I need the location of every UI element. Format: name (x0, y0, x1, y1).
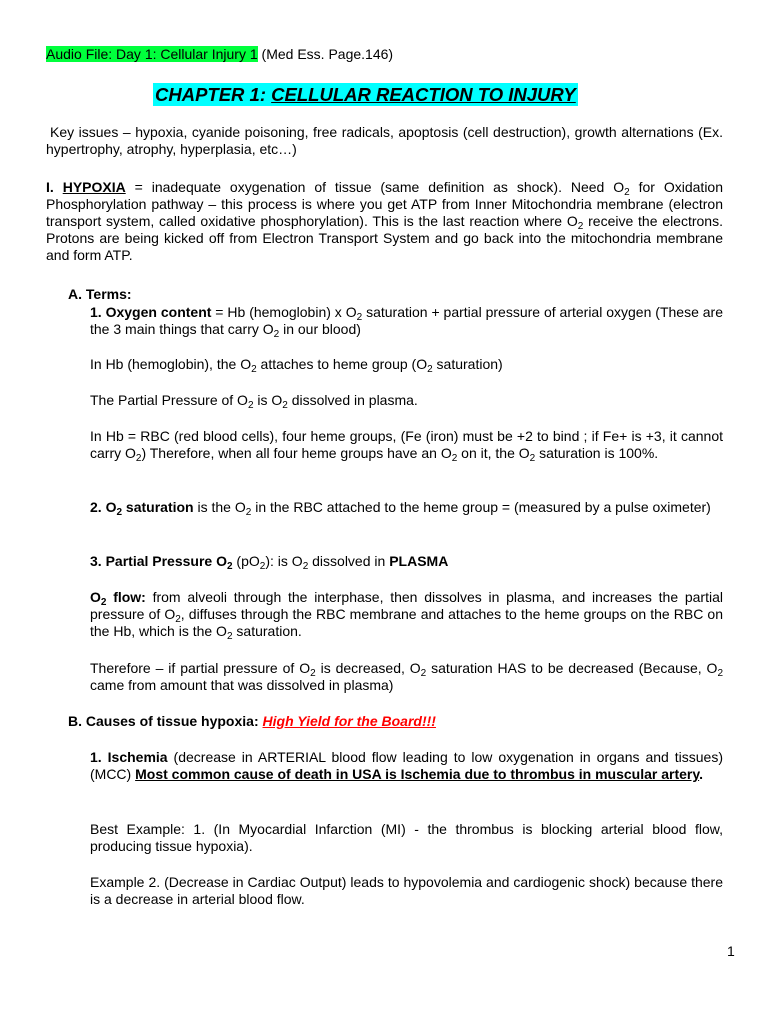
terms-heading: A. Terms: (68, 286, 132, 302)
section-numeral: I. (46, 179, 63, 195)
subscript: 2 (273, 329, 280, 340)
text-run: came from amount that was dissolved in plasma) (90, 677, 394, 693)
chapter-prefix: CHAPTER 1: (155, 84, 272, 105)
hypoxia-paragraph (46, 179, 723, 264)
text-run: in our blood) (279, 321, 361, 337)
text-run: saturation is 100%. (535, 445, 659, 461)
text-run: saturation (122, 499, 194, 515)
text-run: In Hb (hemoglobin), the O (90, 356, 252, 372)
subscript: 2 (247, 400, 254, 411)
text-run: in the RBC attached to the heme group = (measured by a pulse oximeter) (251, 499, 711, 515)
subscript: 2 (302, 561, 309, 572)
page-reference: (Med Ess. Page.146) (261, 46, 394, 62)
text-run: : (253, 713, 263, 729)
text-run: = Hb (hemoglobin) x O (211, 304, 357, 320)
text-run: dissolved in plasma. (287, 392, 418, 408)
subscript: 2 (175, 614, 181, 625)
text-run: = inadequate oxygenation of tissue (same definition as shock). Need O (125, 179, 625, 195)
item-number: 1. (90, 304, 106, 320)
text-run: ): is O (265, 553, 303, 569)
text-run: . (699, 766, 704, 782)
subscript: 2 (226, 631, 233, 642)
high-yield-note: High Yield for the Board!!! (262, 713, 436, 729)
item-number: 2. (90, 499, 106, 515)
causes-heading (68, 713, 723, 730)
subscript: 2 (420, 668, 427, 679)
o2-flow-paragraph (90, 589, 723, 640)
text-run: for Oxidation Phosphorylation pathway – this process is where you get ATP from Inner Mitochondria membrane (electron transport system, called oxidative phosphorylation). This is the last reaction where O (46, 179, 724, 229)
text-run: is decreased, O (315, 660, 421, 676)
o2-saturation-term (105, 499, 194, 518)
text-run: flow: (106, 589, 146, 605)
text-run: receive the electrons. Protons are being kicked off from Electron Transport System and go back into the mitochondria membrane and form ATP. (46, 213, 723, 263)
subscript: 2 (717, 668, 723, 679)
item-number: 3. (90, 553, 106, 569)
text-run: (decrease in ARTERIAL blood flow leading to low oxygenation in organs and tissues) (MCC) (90, 749, 723, 782)
best-example-paragraph: Best Example: 1. (In Myocardial Infarction (MI) - the thrombus is blocking arterial blood flow, producing tissue hypoxia). (90, 821, 723, 854)
chapter-title-text: CELLULAR REACTION TO INJURY (271, 84, 576, 105)
text-run: In Hb = RBC (red blood cells), four heme groups, (Fe (iron) must be +2 to bind ; if Fe+ is +3, it cannot carry O (90, 428, 723, 461)
most-common-cause-note: Most common cause of death in USA is Ischemia due to thrombus in muscular artery (135, 766, 700, 782)
text-run: The Partial Pressure of O (90, 392, 248, 408)
subscript: 2 (310, 668, 316, 679)
subscript: 2 (451, 453, 458, 464)
therefore-paragraph (90, 660, 723, 694)
oxygen-content-paragraph (90, 304, 723, 338)
subscript: 2 (427, 364, 433, 375)
rbc-paragraph (90, 428, 723, 462)
text-run: (pO (232, 553, 260, 569)
partial-pressure-o2-term (105, 553, 233, 572)
key-issues-paragraph: Key issues – hypoxia, cyanide poisoning, free radicals, apoptosis (cell destruction), growth alternations (Ex. hypertrophy, atrophy, hyperplasia, etc…) (46, 124, 723, 157)
text-run: attaches to heme group (O (256, 356, 428, 372)
o2-flow-term (90, 589, 146, 608)
text-run: O (90, 589, 101, 605)
page-number: 1 (727, 943, 735, 959)
subscript: 2 (577, 221, 584, 232)
subscript: 2 (356, 312, 363, 323)
text-run: O (105, 499, 117, 515)
subscript: 2 (259, 561, 266, 572)
causes-heading-text: B. Causes of tissue hypoxia (68, 713, 254, 729)
subscript: 2 (282, 400, 288, 411)
text-run: , diffuses through the RBC membrane and attaches to the heme groups on the RBC on the Hb, which is the O (90, 606, 723, 639)
text-run: on it, the O (457, 445, 530, 461)
ischemia-term: Ischemia (107, 749, 168, 765)
subscript: 2 (226, 561, 233, 572)
chapter-title (153, 83, 578, 106)
oxygen-content-term: Oxygen content (105, 304, 212, 320)
ischemia-paragraph (90, 749, 723, 783)
plasma-term: PLASMA (389, 553, 449, 569)
o2-saturation-paragraph (90, 499, 723, 516)
text-run: is the O (193, 499, 246, 515)
text-run: Therefore – if partial pressure of O (90, 660, 311, 676)
hemoglobin-paragraph (90, 356, 723, 373)
subscript: 2 (245, 507, 252, 518)
text-run: from alveoli through the interphase, then dissolves in plasma, and increases the partial pressure of O (90, 589, 723, 622)
text-run: ) Therefore, when all four heme groups have an O (141, 445, 452, 461)
text-run: saturation. (232, 623, 302, 639)
subscript: 2 (135, 453, 142, 464)
partial-pressure-o2-paragraph (90, 553, 723, 570)
text-run: is O (253, 392, 283, 408)
text-run: saturation HAS to be decreased (Because, O (426, 660, 718, 676)
example-2-paragraph: Example 2. (Decrease in Cardiac Output) leads to hypovolemia and cardiogenic shock) because there is a decrease in arterial blood flow. (90, 874, 723, 907)
item-number: 1. (90, 749, 108, 765)
subscript: 2 (529, 453, 536, 464)
text-run: saturation) (432, 356, 503, 372)
subscript: 2 (100, 597, 107, 608)
partial-pressure-paragraph (90, 392, 723, 409)
audio-file-label: Audio File: Day 1: Cellular Injury 1 (46, 46, 258, 62)
text-run: dissolved in (308, 553, 390, 569)
text-run: Partial Pressure O (105, 553, 227, 569)
subscript: 2 (624, 187, 630, 198)
hypoxia-term: HYPOXIA (62, 179, 126, 195)
header-line (46, 46, 723, 63)
subscript: 2 (251, 364, 257, 375)
text-run: saturation + partial pressure of arterial oxygen (These are the 3 main things that carry O (90, 304, 723, 337)
subscript: 2 (116, 507, 123, 518)
